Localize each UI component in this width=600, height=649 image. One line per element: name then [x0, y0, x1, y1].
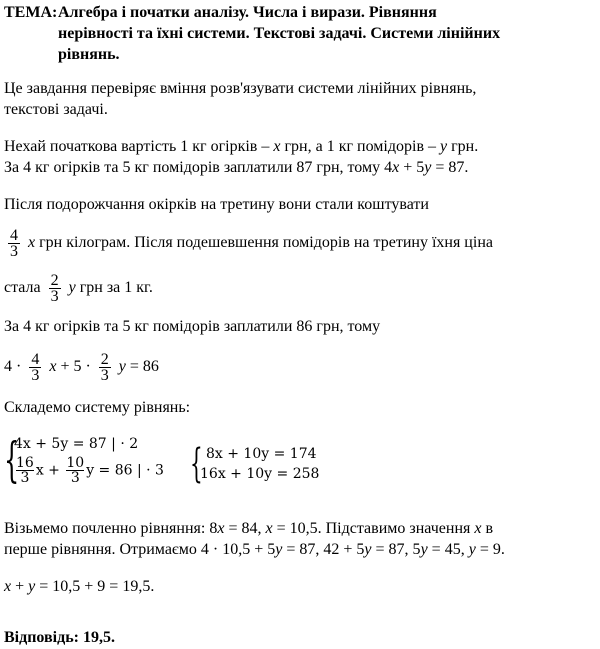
after-line: стала $\frac{2}{3}$ y грн за 1 кг.: [4, 272, 153, 305]
fraction: $\frac{4}{3}$: [31, 351, 40, 384]
brace-icon: {: [190, 441, 203, 487]
topic-text: [58, 2, 500, 65]
solve-line: Візьмемо почленно рівняння: 8x = 84, x = 10,5. Підставимо значення x в: [4, 520, 494, 537]
system-2-row: 8x + 10y = 174: [206, 446, 317, 462]
topic-line: Алгебра і початки аналізу. Числа і вирази. Рівняння: [58, 4, 437, 21]
solve-line: перше рівняння. Отримаємо 4 · 10,5 + 5y = 87, 42 + 5y = 87, 5y = 45, y = 9.: [4, 541, 505, 558]
intro-line: текстові задачі.: [4, 101, 108, 118]
second-equation: 4 · $\frac{4}{3}$ x + 5 · $\frac{2}{3}$ y = 86: [4, 351, 159, 384]
second-line: За 4 кг огірків та 5 кг помідорів заплатили 86 грн, тому: [4, 318, 381, 335]
answer: Відповідь: 19,5.: [4, 629, 115, 646]
system-2-row: 16x + 10y = 258: [200, 466, 320, 482]
brace-icon: {: [4, 432, 20, 488]
let-line: Нехай початкова вартість 1 кг огірків – x грн, а 1 кг помідорів – y грн.: [4, 138, 479, 155]
topic-line: рівнянь.: [58, 46, 120, 63]
after-line: Після подорожчання окірків на третину вони стали коштувати: [4, 196, 429, 213]
let-line: За 4 кг огірків та 5 кг помідорів заплатили 87 грн, тому 4x + 5y = 87.: [4, 159, 469, 176]
topic-line: нерівності та їхні системи. Текстові задачі. Системи лінійних: [58, 25, 501, 42]
after-line: $\frac{4}{3}$ x грн кілограм. Після подешевшення помідорів на третину їхня ціна: [10, 227, 493, 260]
fraction: $\frac{2}{3}$: [100, 351, 109, 384]
fraction: $\frac{4}{3}$: [10, 227, 18, 260]
system-intro: Складемо систему рівнянь:: [4, 399, 191, 416]
intro-line: Це завдання перевіряє вміння розв'язувати системи лінійних рівнянь,: [4, 80, 477, 97]
system-1-row: 4x + 5y = 87 | · 2: [14, 436, 139, 452]
topic-label: ТЕМА:: [4, 4, 58, 21]
fraction: $\frac{2}{3}$: [50, 272, 59, 305]
sum-line: x + y = 10,5 + 9 = 19,5.: [4, 578, 155, 595]
system-1-row: $\frac{16}{3}$ x + $\frac{10}{3}$ y = 86 | · 3: [16, 455, 164, 486]
